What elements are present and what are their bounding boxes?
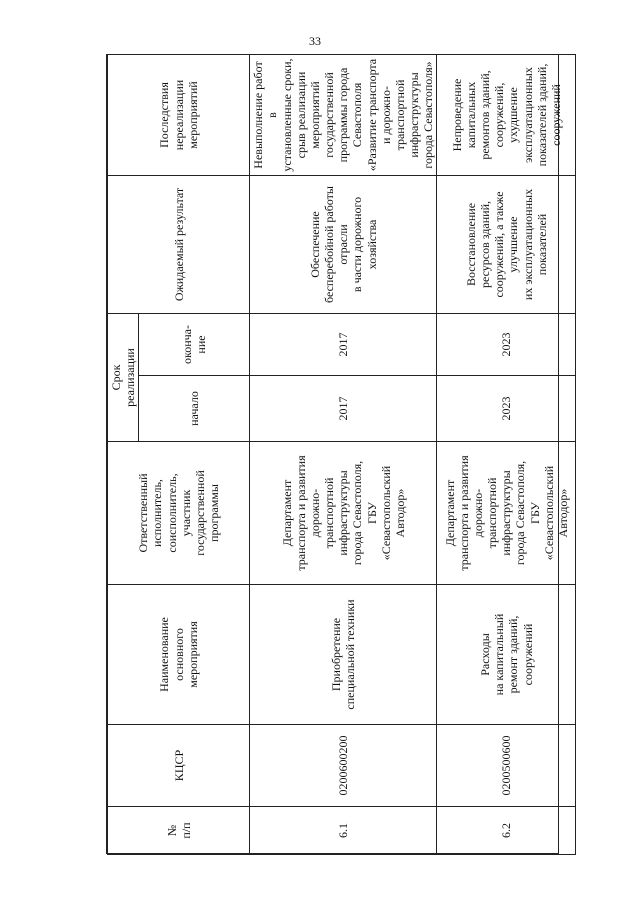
header-executor: Ответственный исполнитель, соисполнитель, участник государственной программы xyxy=(108,442,250,585)
row-expected-result: Обеспечение бесперебойной работы отрасли в части дорожного хозяйства xyxy=(250,176,437,314)
header-start: начало xyxy=(139,376,250,442)
header-expected-result: Ожидаемый результат xyxy=(108,176,250,314)
header-measure-name: Наименование основного мероприятия xyxy=(108,585,250,725)
row-kcsr: 0200500600 xyxy=(437,725,576,807)
row-kcsr: 0200600200 xyxy=(250,725,437,807)
row-num: 6.1 xyxy=(250,807,437,855)
row-consequences: Невыполнение работ в установленные сроки, срыв реализации мероприятий государственной программы города Севастополя «Развитие транспорта и дорожно- транспортной инфраструктуры города Севастополя» xyxy=(250,55,437,176)
row-measure-name: Расходы на капитальный ремонт зданий, сооружений xyxy=(437,585,576,725)
row-end: 2017 xyxy=(250,314,437,376)
row-measure-name: Приобретение специальной техники xyxy=(250,585,437,725)
row-end: 2023 xyxy=(437,314,576,376)
row-executor: Департамент транспорта и развития дорожно- транспортной инфраструктуры города Севастополя, ГБУ «Севастопольский Автодор» xyxy=(250,442,437,585)
row-executor: Департамент транспорта и развития дорожно- транспортной инфраструктуры города Севастополя, ГБУ «Севастопольский Автодор» xyxy=(437,442,576,585)
rotated-table-container xyxy=(107,55,570,855)
table-row xyxy=(250,55,437,855)
row-expected-result: Восстановление ресурсов зданий, сооружений, а также улучшение их эксплуатационных показателей xyxy=(437,176,576,314)
header-consequences: Последствия нереализации мероприятий xyxy=(108,55,250,176)
header-num: № п/п xyxy=(108,807,250,855)
header-term: Срок реализации xyxy=(108,314,139,442)
header-row-top xyxy=(108,55,139,855)
header-kcsr: КЦСР xyxy=(108,725,250,807)
measures-table-frame xyxy=(106,54,570,854)
table-row xyxy=(437,55,576,855)
header-end: оконча- ние xyxy=(139,314,250,376)
page-number: 33 xyxy=(309,34,321,48)
row-start: 2017 xyxy=(250,376,437,442)
measures-table xyxy=(107,54,576,855)
row-start: 2023 xyxy=(437,376,576,442)
row-num: 6.2 xyxy=(437,807,576,855)
row-consequences: Непроведение капитальных ремонтов зданий, сооружений, ухудшение эксплуатационных показателей зданий, сооружений xyxy=(437,55,576,176)
